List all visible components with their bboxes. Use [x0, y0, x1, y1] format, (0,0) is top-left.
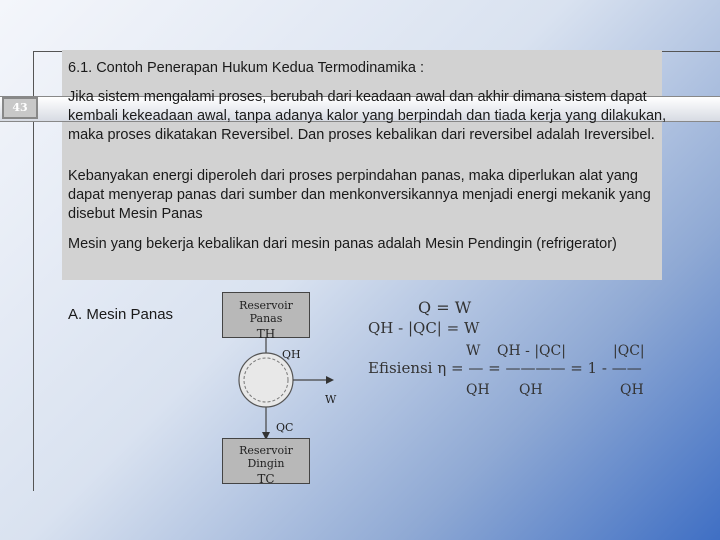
efficiency-denominator-1: QH: [466, 382, 490, 398]
cold-reservoir-label: Reservoir Dingin: [239, 444, 293, 470]
section-label: A. Mesin Panas: [68, 306, 174, 323]
efficiency-equation: Efisiensi η = — = ———— = 1 - ——: [368, 359, 642, 377]
qc-label: QC: [276, 421, 294, 434]
efficiency-numerator-2: QH - |QC|: [497, 343, 566, 359]
paragraph-reversible: Jika sistem mengalami proses, berubah dari keadaan awal dan akhir dimana sistem dapat kembali kekeadaan awal, tanpa adanya kalor yang berpindah dan tiada kerja yang dilakukan, maka proses dikatakan Reversibel. Dan proses kebalikan dari reversibel adalah Ireversibel.: [68, 89, 667, 143]
paragraph-heat-engine: Kebanyakan energi diperoleh dari proses perpindahan panas, maka diperlukan alat yang dapat menyerap panas dari sumber dan menkonversikannya menjadi energi mekanik yang disebut Mesin Panas: [68, 168, 651, 222]
hot-reservoir-label: Reservoir Panas: [239, 299, 293, 325]
slide-title: 6.1. Contoh Penerapan Hukum Kedua Termodinamika :: [68, 60, 425, 76]
qh-label: QH: [282, 348, 301, 361]
w-label: W: [325, 393, 337, 406]
equation-q-equals-w: Q = W: [418, 298, 472, 317]
hot-reservoir-box: [222, 292, 310, 341]
efficiency-numerator-3: |QC|: [613, 343, 645, 359]
equation-energy-balance: QH - |QC| = W: [368, 319, 480, 337]
efficiency-denominator-3: QH: [620, 382, 644, 398]
slide-number: 43: [2, 97, 38, 119]
paragraph-refrigerator: Mesin yang bekerja kebalikan dari mesin panas adalah Mesin Pendingin (refrigerator): [68, 236, 617, 252]
efficiency-numerator-1: W: [466, 343, 481, 359]
cold-temp-label: TC: [257, 472, 275, 486]
cold-reservoir-box: [222, 438, 310, 484]
hot-temp-label: TH: [256, 327, 276, 341]
efficiency-denominator-2: QH: [519, 382, 543, 398]
